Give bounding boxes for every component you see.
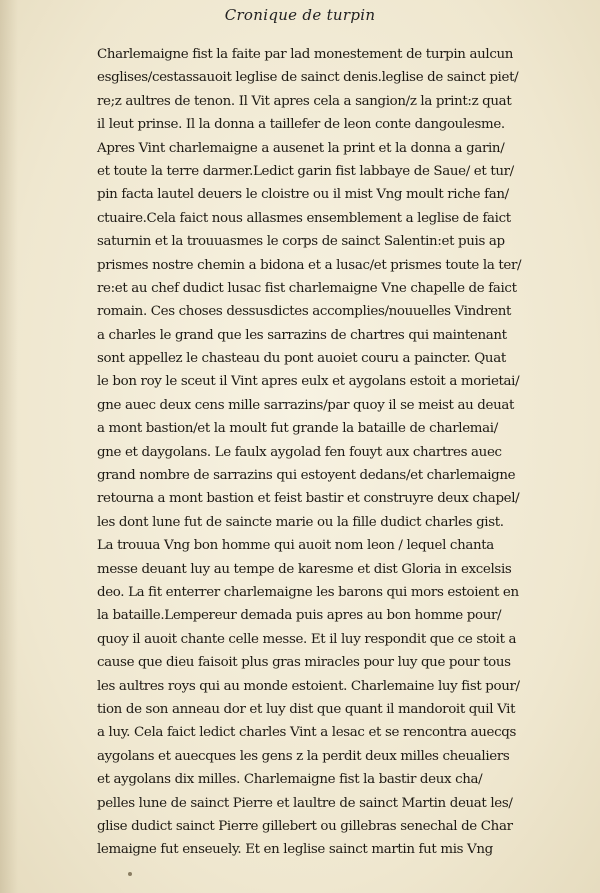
text-line: retourna a mont bastion et feist bastir et construyre deux chapel/: [97, 491, 520, 507]
text-line: romain. Ces choses dessusdictes accomplies/nouuelles Vindrent: [97, 304, 512, 320]
text-line: les aultres roys qui au monde estoient. Charlemaine luy fist pour/: [97, 678, 520, 694]
text-line: pin facta lautel deuers le cloistre ou il mist Vng moult riche fan/: [97, 187, 509, 203]
text-line: et aygolans dix milles. Charlemaigne fist la bastir deux cha/: [97, 772, 483, 788]
text-line: quoy il auoit chante celle messe. Et il luy respondit que ce stoit a: [97, 631, 517, 647]
text-line: grand nombre de sarrazins qui estoyent dedans/et charlemaigne: [97, 468, 516, 484]
text-line: prismes nostre chemin a bidona et a lusac/et prismes toute la ter/: [97, 257, 522, 273]
text-line: cause que dieu faisoit plus gras miracles pour luy que pour tous: [97, 655, 511, 671]
text-line: Charlemaigne fist la faite par lad monestement de turpin aulcun: [97, 47, 514, 62]
text-line: a luy. Cela faict ledict charles Vint a lesac et se rencontra auecqs: [97, 725, 517, 741]
text-line: pelles lune de sainct Pierre et laultre de sainct Martin deuat les/: [97, 795, 513, 811]
text-line: deo. La fit enterrer charlemaigne les barons qui mors estoient en: [97, 584, 519, 600]
text-line: Apres Vint charlemaigne a ausenet la print et la donna a garin/: [97, 140, 505, 156]
text-line: tion de son anneau dor et luy dist que quant il mandoroit quil Vit: [97, 701, 516, 717]
text-line: re:et au chef dudict lusac fist charlemaigne Vne chapelle de faict: [97, 280, 517, 296]
text-line: la bataille.Lempereur demada puis apres au bon homme pour/: [97, 608, 502, 624]
page-speck: [128, 872, 132, 876]
text-line: re;z aultres de tenon. Il Vit apres cela a sangion/z la print:z quat: [97, 93, 512, 109]
text-line: lemaigne fut enseuely. Et en leglise sainct martin fut mis Vng: [97, 842, 493, 858]
text-line: saturnin et la trouuasmes le corps de sainct Salentin:et puis ap: [97, 234, 505, 250]
text-line: il leut prinse. Il la donna a taillefer de leon conte dangoulesme.: [97, 117, 505, 133]
text-line: a mont bastion/et la moult fut grande la bataille de charlemai/: [97, 421, 498, 437]
text-line: les dont lune fut de saincte marie ou la fille dudict charles gist.: [97, 514, 504, 530]
running-head: Cronique de turpin: [224, 6, 376, 24]
text-line: glise dudict sainct Pierre gillebert ou gillebras senechal de Char: [97, 818, 513, 834]
text-line: et toute la terre darmer.Ledict garin fist labbaye de Saue/ et tur/: [97, 163, 514, 179]
text-line: aygolans et auecques les gens z la perdit deux milles cheualiers: [97, 748, 510, 764]
text-line: le bon roy le sceut il Vint apres eulx et aygolans estoit a morietai/: [97, 374, 520, 390]
text-line: a charles le grand que les sarrazins de chartres qui maintenant: [97, 327, 507, 343]
text-line: gne auec deux cens mille sarrazins/par quoy il se meist au deuat: [97, 397, 515, 413]
text-block: [97, 43, 537, 862]
text-line: sont appellez le chasteau du pont auoiet couru a paincter. Quat: [97, 351, 506, 367]
text-line: messe deuant luy au tempe de karesme et dist Gloria in excelsis: [97, 561, 512, 577]
text-line: esglises/cestassauoit leglise de sainct denis.leglise de sainct piet/: [97, 70, 519, 86]
text-line: ctuaire.Cela faict nous allasmes ensemblement a leglise de faict: [97, 210, 511, 226]
text-line: gne et daygolans. Le faulx aygolad fen fouyt aux chartres auec: [97, 444, 502, 460]
text-line: La trouua Vng bon homme qui auoit nom leon / lequel chanta: [97, 538, 494, 554]
